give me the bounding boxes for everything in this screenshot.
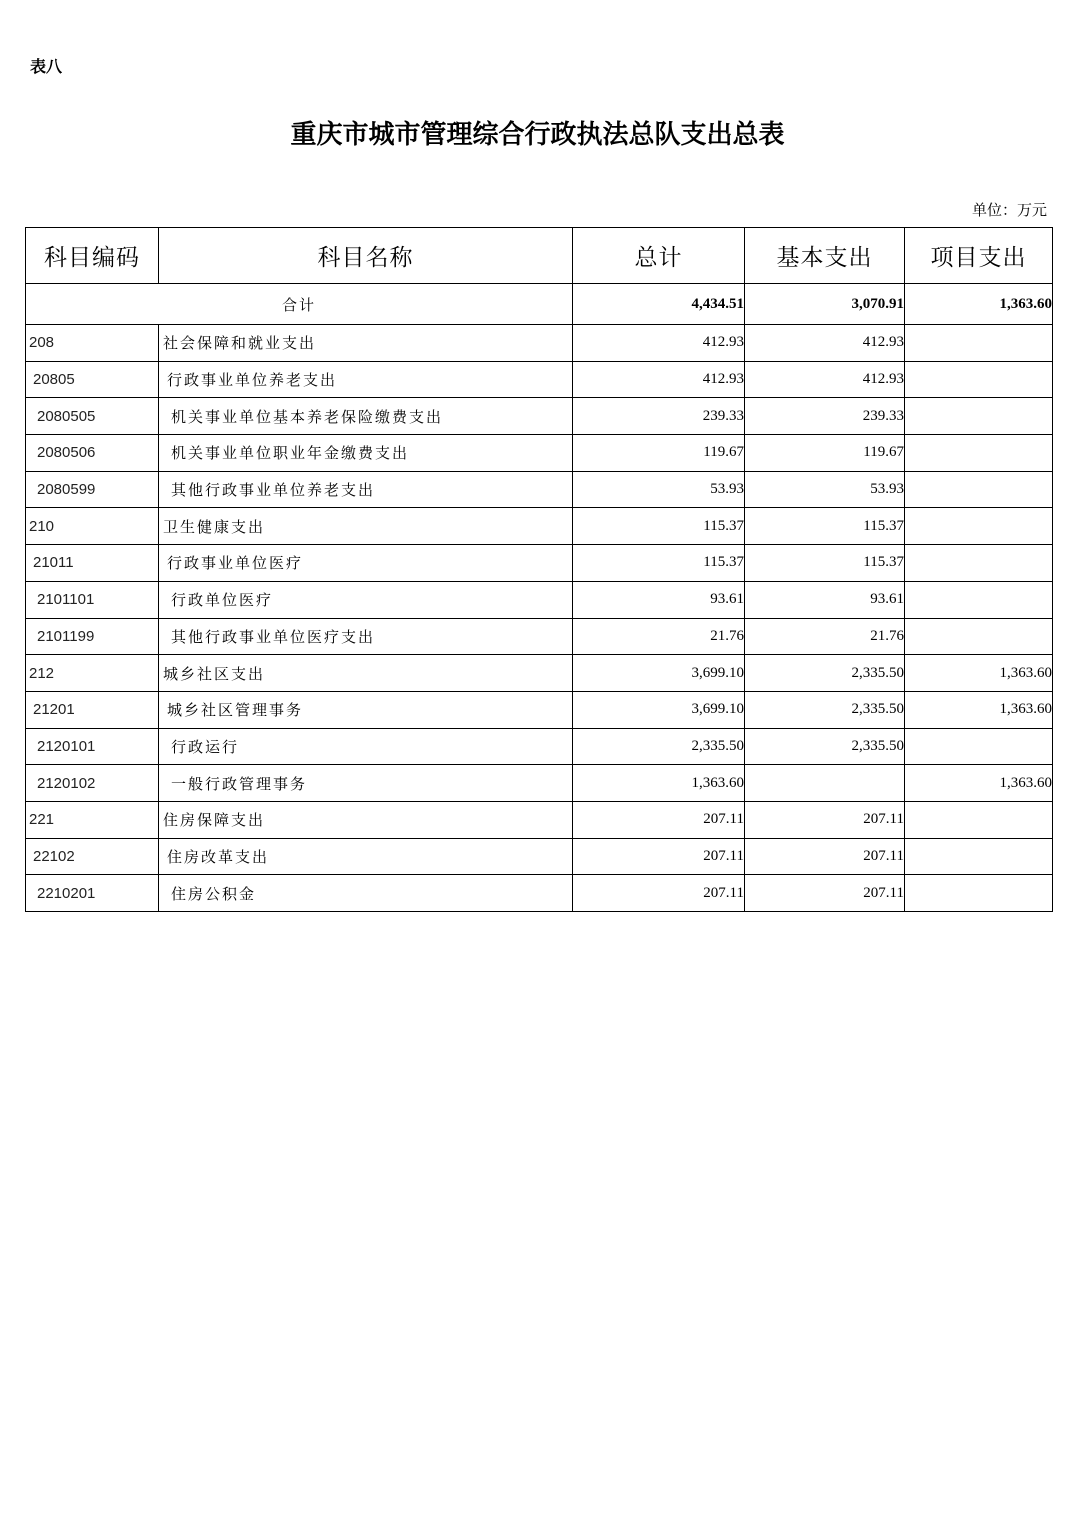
table-row [26, 691, 1053, 728]
table-row [26, 581, 1053, 618]
table-row [26, 508, 1053, 545]
row-project [905, 875, 1053, 912]
row-basic: 115.37 [745, 508, 905, 545]
row-code: 21201 [26, 691, 159, 728]
row-total: 412.93 [573, 325, 745, 362]
row-basic: 93.61 [745, 581, 905, 618]
row-total: 21.76 [573, 618, 745, 655]
table-body [26, 284, 1053, 912]
row-code: 20805 [26, 361, 159, 398]
row-total: 3,699.10 [573, 691, 745, 728]
row-name: 行政事业单位养老支出 [159, 361, 573, 398]
unit-label: 单位：万元 [971, 201, 1047, 219]
row-basic: 412.93 [745, 325, 905, 362]
row-code: 2210201 [26, 875, 159, 912]
table-row [26, 728, 1053, 765]
expenditure-table [25, 227, 1053, 912]
row-code: 2101199 [26, 618, 159, 655]
row-name: 行政单位医疗 [159, 581, 573, 618]
row-name: 住房保障支出 [159, 801, 573, 838]
table-number-label: 表八 [30, 57, 63, 76]
row-name: 城乡社区管理事务 [159, 691, 573, 728]
table-row [26, 361, 1053, 398]
summary-basic: 3,070.91 [745, 284, 905, 325]
row-project [905, 838, 1053, 875]
row-total: 3,699.10 [573, 655, 745, 692]
row-project: 1,363.60 [905, 655, 1053, 692]
row-total: 115.37 [573, 545, 745, 582]
table-row [26, 655, 1053, 692]
row-name: 其他行政事业单位医疗支出 [159, 618, 573, 655]
header-basic: 基本支出 [745, 228, 905, 284]
table-row [26, 435, 1053, 472]
row-total: 115.37 [573, 508, 745, 545]
table-header-row [26, 228, 1053, 284]
row-basic [745, 765, 905, 802]
row-basic: 207.11 [745, 875, 905, 912]
row-name: 机关事业单位基本养老保险缴费支出 [159, 398, 573, 435]
row-code: 2080505 [26, 398, 159, 435]
row-total: 412.93 [573, 361, 745, 398]
row-basic: 207.11 [745, 838, 905, 875]
row-project [905, 801, 1053, 838]
row-code: 208 [26, 325, 159, 362]
row-basic: 2,335.50 [745, 728, 905, 765]
table-row [26, 765, 1053, 802]
row-basic: 412.93 [745, 361, 905, 398]
table-row [26, 325, 1053, 362]
header-code: 科目编码 [26, 228, 159, 284]
row-project [905, 398, 1053, 435]
row-total: 207.11 [573, 838, 745, 875]
header-name: 科目名称 [159, 228, 573, 284]
row-total: 207.11 [573, 875, 745, 912]
row-name: 其他行政事业单位养老支出 [159, 471, 573, 508]
page-title: 重庆市城市管理综合行政执法总队支出总表 [290, 120, 785, 150]
row-basic: 2,335.50 [745, 691, 905, 728]
row-basic: 115.37 [745, 545, 905, 582]
row-basic: 53.93 [745, 471, 905, 508]
row-name: 城乡社区支出 [159, 655, 573, 692]
header-project: 项目支出 [905, 228, 1053, 284]
row-name: 社会保障和就业支出 [159, 325, 573, 362]
row-code: 210 [26, 508, 159, 545]
row-project: 1,363.60 [905, 691, 1053, 728]
table-row [26, 471, 1053, 508]
summary-label: 合计 [26, 284, 573, 325]
header-total: 总计 [573, 228, 745, 284]
row-name: 一般行政管理事务 [159, 765, 573, 802]
row-code: 212 [26, 655, 159, 692]
row-name: 机关事业单位职业年金缴费支出 [159, 435, 573, 472]
row-code: 2120102 [26, 765, 159, 802]
row-code: 22102 [26, 838, 159, 875]
row-code: 2101101 [26, 581, 159, 618]
row-project [905, 545, 1053, 582]
row-code: 2080506 [26, 435, 159, 472]
row-name: 行政事业单位医疗 [159, 545, 573, 582]
row-project [905, 435, 1053, 472]
row-project: 1,363.60 [905, 765, 1053, 802]
summary-total: 4,434.51 [573, 284, 745, 325]
row-project [905, 508, 1053, 545]
row-basic: 207.11 [745, 801, 905, 838]
row-total: 53.93 [573, 471, 745, 508]
row-name: 住房改革支出 [159, 838, 573, 875]
row-project [905, 325, 1053, 362]
row-code: 2080599 [26, 471, 159, 508]
table-row [26, 875, 1053, 912]
row-total: 2,335.50 [573, 728, 745, 765]
row-code: 221 [26, 801, 159, 838]
row-project [905, 471, 1053, 508]
row-basic: 2,335.50 [745, 655, 905, 692]
table-row [26, 545, 1053, 582]
row-project [905, 361, 1053, 398]
row-basic: 119.67 [745, 435, 905, 472]
row-total: 93.61 [573, 581, 745, 618]
row-project [905, 618, 1053, 655]
table-row [26, 801, 1053, 838]
row-project [905, 581, 1053, 618]
row-name: 卫生健康支出 [159, 508, 573, 545]
summary-project: 1,363.60 [905, 284, 1053, 325]
row-basic: 239.33 [745, 398, 905, 435]
row-total: 119.67 [573, 435, 745, 472]
row-code: 2120101 [26, 728, 159, 765]
row-total: 207.11 [573, 801, 745, 838]
table-row [26, 618, 1053, 655]
row-total: 1,363.60 [573, 765, 745, 802]
summary-row [26, 284, 1053, 325]
row-total: 239.33 [573, 398, 745, 435]
table-row [26, 838, 1053, 875]
row-basic: 21.76 [745, 618, 905, 655]
row-code: 21011 [26, 545, 159, 582]
row-name: 住房公积金 [159, 875, 573, 912]
table-row [26, 398, 1053, 435]
row-project [905, 728, 1053, 765]
row-name: 行政运行 [159, 728, 573, 765]
